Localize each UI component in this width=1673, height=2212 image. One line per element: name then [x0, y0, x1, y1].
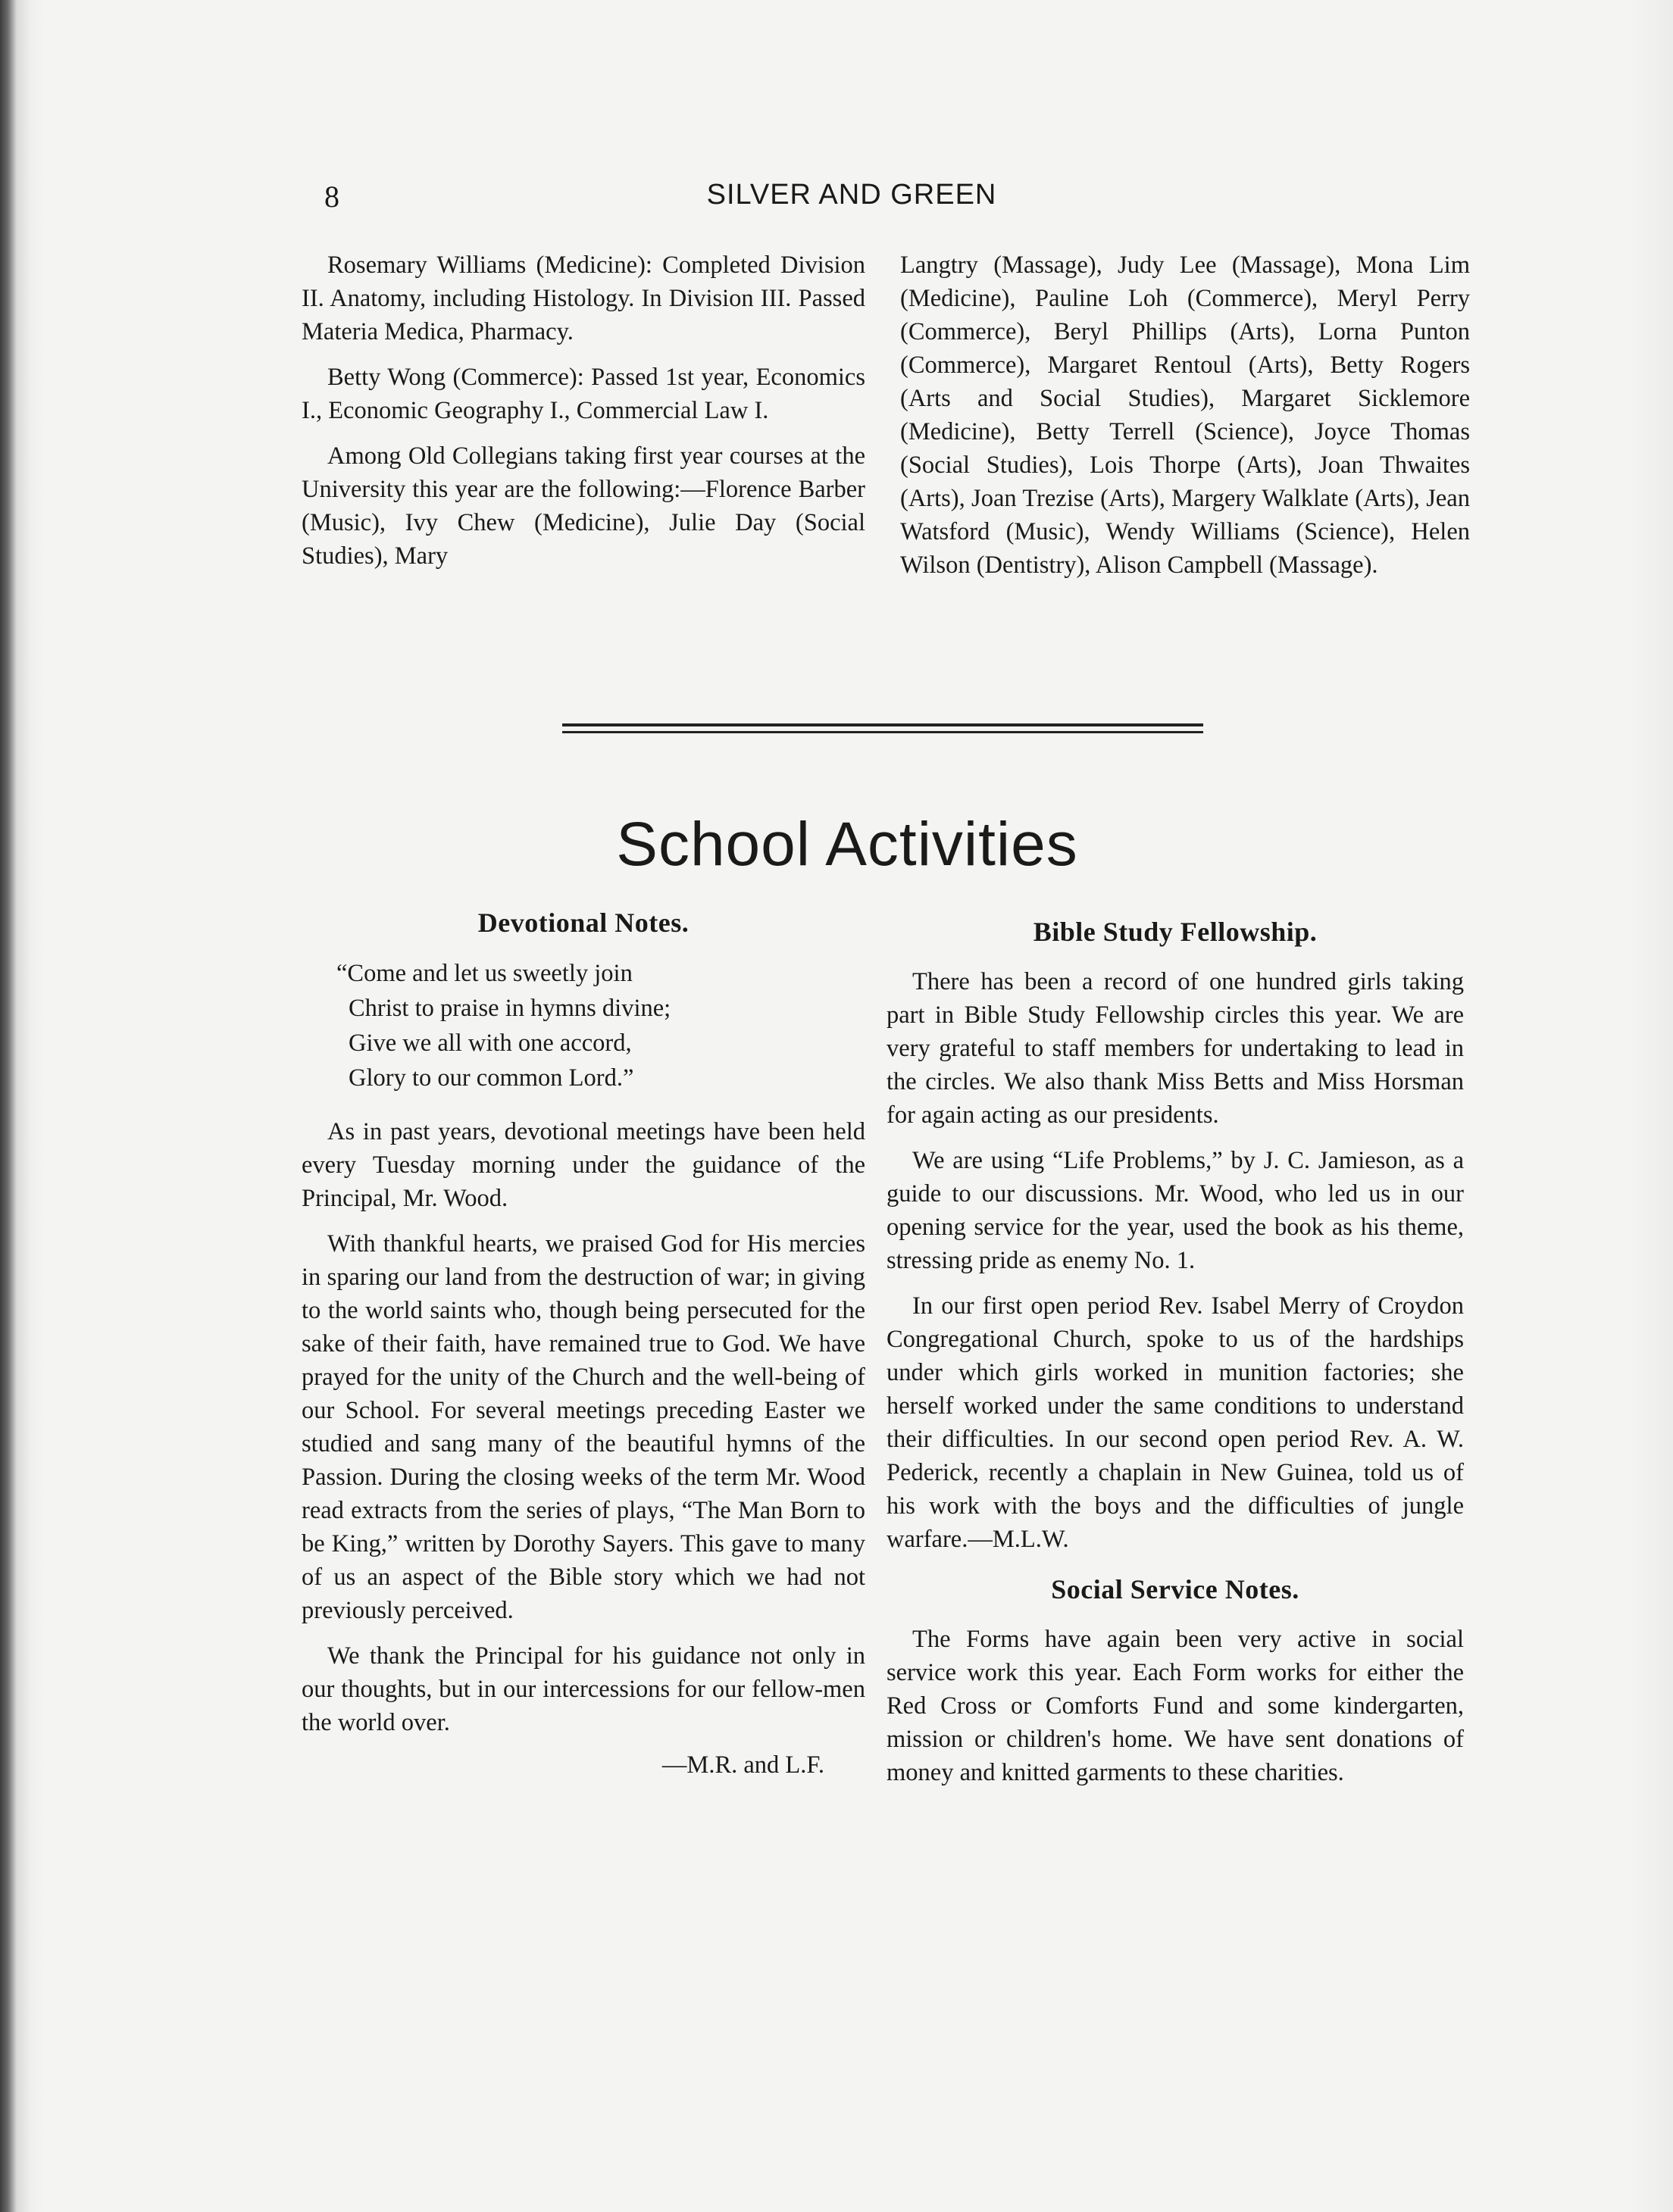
- poem-line: “Come and let us sweetly join: [336, 960, 633, 987]
- running-title: SILVER AND GREEN: [706, 179, 997, 211]
- paragraph: Rosemary Williams (Medicine): Completed Division II. Anatomy, including Histology. In Division III. Passed Materia Medica, Pharmacy.: [302, 252, 865, 345]
- top-right-column: [900, 248, 1470, 594]
- devotional-notes-column: [302, 906, 865, 1782]
- paragraph: As in past years, devotional meetings have been held every Tuesday morning under the guidance of the Principal, Mr. Wood.: [302, 1118, 865, 1212]
- poem-line: Glory to our common Lord.”: [349, 1064, 634, 1092]
- right-activities-column: [887, 915, 1464, 1801]
- page-number: 8: [324, 180, 339, 214]
- paragraph: We thank the Principal for his guidance not only in our thoughts, but in our intercessions for our fellow-men the world over.: [302, 1642, 865, 1736]
- poem-line: Christ to praise in hymns divine;: [349, 995, 671, 1022]
- paragraph: Among Old Collegians taking first year courses at the University this year are the following:—Florence Barber (Music), Ivy Chew (Medicine), Julie Day (Social Studies), Mary: [302, 442, 865, 570]
- paragraph: There has been a record of one hundred girls taking part in Bible Study Fellowship circles this year. We are very grateful to staff members for undertaking to lead in the circles. We also thank Miss Betts and Miss Horsman for again acting as our presidents.: [887, 968, 1464, 1129]
- paragraph: In our first open period Rev. Isabel Merry of Croydon Congregational Church, spoke to us of the hardships under which girls worked in munition factories; she herself worked under the same conditions to understand their difficulties. In our second open period Rev. A. W. Pederick, recently a chaplain in New Guinea, told us of his work with the boys and the difficulties of jungle warfare.—M.L.W.: [887, 1292, 1464, 1553]
- bible-study-heading: Bible Study Fellowship.: [1033, 917, 1318, 947]
- double-rule-divider: [562, 723, 1203, 734]
- social-service-heading: Social Service Notes.: [1051, 1574, 1299, 1604]
- paragraph: With thankful hearts, we praised God for His mercies in sparing our land from the destruction of war; in giving to the world saints who, though being persecuted for the sake of their faith, have remained true to God. We have prayed for the unity of the Church and the well-being of our School. For several meetings preceding Easter we studied and sang many of the beautiful hymns of the Passion. During the closing weeks of the term Mr. Wood read extracts from the series of plays, “The Man Born to be King,” written by Dorothy Sayers. This gave to many of us an aspect of the Bible story which we had not previously perceived.: [302, 1230, 865, 1624]
- paragraph: We are using “Life Problems,” by J. C. Jamieson, as a guide to our discussions. Mr. Wood, who led us in our opening service for the year, used the book as his theme, stressing pride as enemy No. 1.: [887, 1147, 1464, 1274]
- hymn-verse: [336, 956, 865, 1095]
- paragraph: Langtry (Massage), Judy Lee (Massage), Mona Lim (Medicine), Pauline Loh (Commerce), Meryl Perry (Commerce), Beryl Phillips (Arts), Lorna Punton (Commerce), Margaret Rentoul (Arts), Betty Rogers (Arts and Social Studies), Margaret Sicklemore (Medicine), Betty Terrell (Science), Joyce Thomas (Social Studies), Lois Thorpe (Arts), Joan Thwaites (Arts), Joan Trezise (Arts), Margery Walklate (Arts), Jean Watsford (Music), Wendy Williams (Science), Helen Wilson (Dentistry), Alison Campbell (Massage).: [900, 252, 1470, 579]
- top-left-column: [302, 248, 865, 585]
- paragraph: The Forms have again been very active in social service work this year. Each Form works for either the Red Cross or Comforts Fund and some kindergarten, mission or children's home. We have sent donations of money and knitted garments to these charities.: [887, 1626, 1464, 1786]
- devotional-signature: —M.R. and L.F.: [661, 1751, 824, 1779]
- poem-line: Give we all with one accord,: [349, 1029, 632, 1057]
- devotional-notes-heading: Devotional Notes.: [477, 908, 690, 938]
- paragraph: Betty Wong (Commerce): Passed 1st year, Economics I., Economic Geography I., Commercial Law I.: [302, 364, 865, 424]
- section-title: School Activities: [616, 810, 1078, 879]
